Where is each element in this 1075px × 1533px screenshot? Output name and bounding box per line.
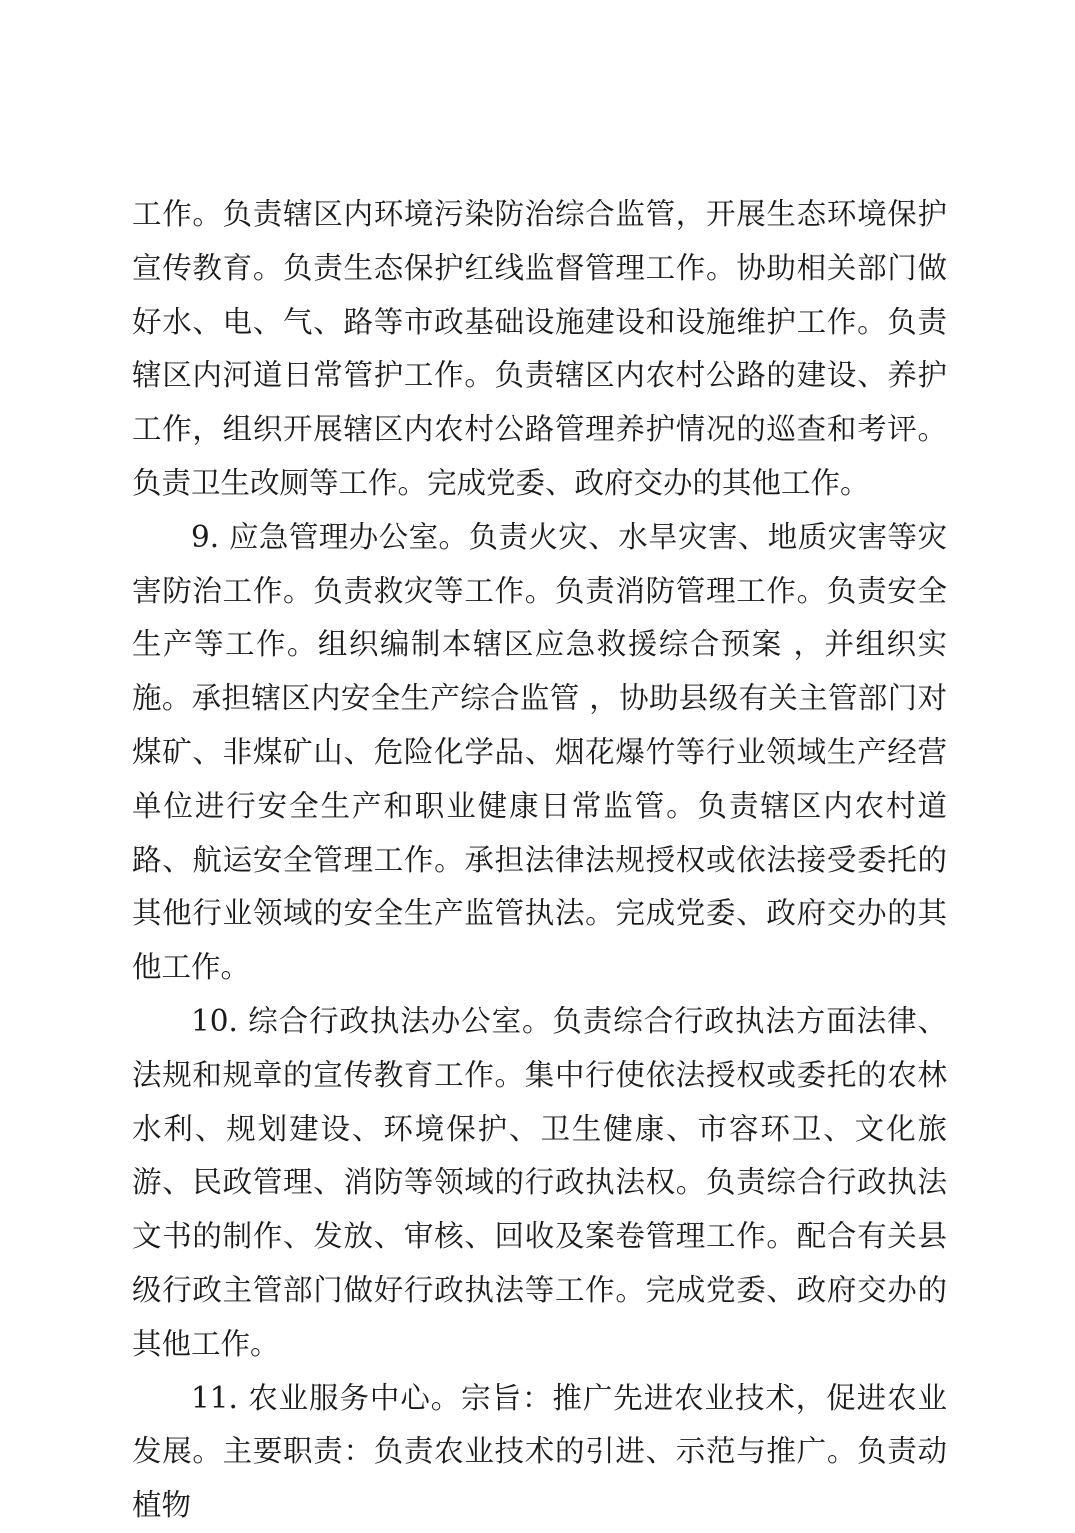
paragraph-emergency-management-office: 9. 应急管理办公室。负责火灾、水旱灾害、地质灾害等灾害防治工作。负责救灾等工作。负责消防管理工作。负责安全生产等工作。组织编制本辖区应急救援综合预案 ，并组织实施。承担辖区内安全生产综合监管 ，协助县级有关主管部门对煤矿、非煤矿山、危险化学品、烟花爆竹等行业领域生产经营单位进行安全生产和职业健康日常监管。负责辖区内农村道路、航运安全管理工作。承担法律法规授权或依法接受委托的其他行业领域的安全生产监管执法。完成党委、政府交办的其他工作。 <box>132 519 947 985</box>
paragraph-continuation: 工作。负责辖区内环境污染防治综合监管，开展生态环境保护宣传教育。负责生态保护红线监督管理工作。协助相关部门做好水、电、气、路等市政基础设施建设和设施维护工作。负责辖区内河道日常管护工作。负责辖区内农村公路的建设、养护工作，组织开展辖区内农村公路管理养护情况的巡查和考评。负责卫生改厕等工作。完成党委、政府交办的其他工作。 <box>132 197 947 500</box>
paragraph-administrative-law-enforcement-office: 10. 综合行政执法办公室。负责综合行政执法方面法律、法规和规章的宣传教育工作。集中行使依法授权或委托的农林水利、规划建设、环境保护、卫生健康、市容环卫、文化旅游、民政管理、消防等领域的行政执法权。负责综合行政执法文书的制作、发放、审核、回收及案卷管理工作。配合有关县级行政主管部门做好行政执法等工作。完成党委、政府交办的其他工作。 <box>132 1003 947 1361</box>
document-body <box>132 188 947 1533</box>
paragraph-agricultural-service-center: 11. 农业服务中心。宗旨：推广先进农业技术，促进农业发展。主要职责：负责农业技术的引进、示范与推广。负责动植物 <box>132 1380 947 1523</box>
